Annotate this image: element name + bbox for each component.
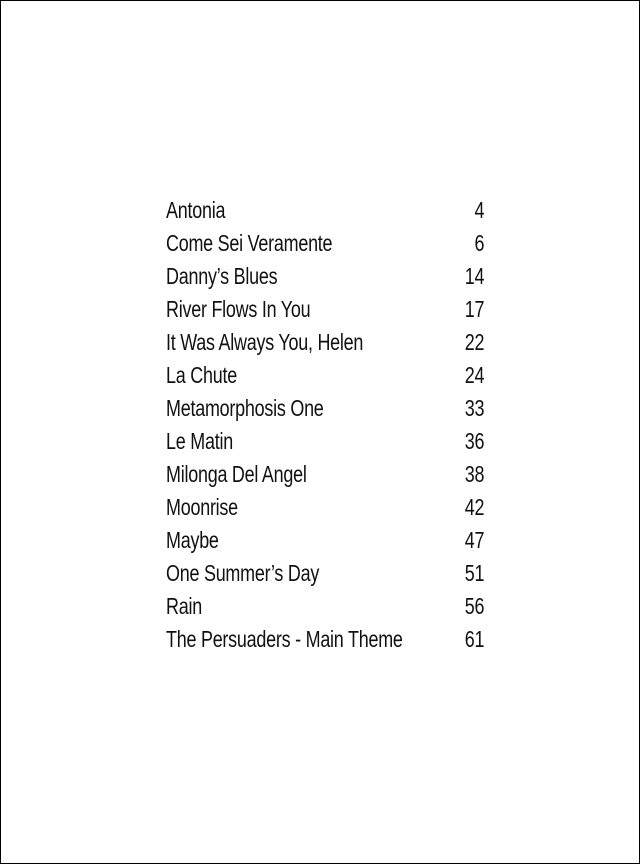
toc-entry: [166, 194, 484, 227]
toc-entry-title: It Was Always You, Helen: [166, 329, 364, 355]
toc-entry-page: 24: [464, 362, 485, 388]
toc-entry-page: 14: [464, 263, 485, 289]
toc-entry-page: 33: [464, 395, 485, 421]
toc-entry-page: 47: [464, 527, 485, 553]
toc-entry-page: 6: [474, 230, 485, 256]
toc-entry-title: Metamorphosis One: [166, 395, 324, 421]
toc-entry-page: 56: [464, 593, 485, 619]
toc-entry-page: 17: [464, 296, 485, 322]
toc-entry: [166, 557, 484, 590]
toc-entry-title: Le Matin: [166, 428, 233, 454]
toc-entry: [166, 425, 484, 458]
toc-entry: [166, 227, 484, 260]
toc-entry: [166, 293, 484, 326]
toc-entry-title: Come Sei Veramente: [166, 230, 333, 256]
toc-entry: [166, 590, 484, 623]
toc-entry-title: Moonrise: [166, 494, 238, 520]
toc-entry-page: 51: [464, 560, 485, 586]
toc-entry-page: 4: [474, 197, 485, 223]
toc-entry: [166, 524, 484, 557]
toc-entry: [166, 260, 484, 293]
toc-entry-page: 61: [464, 626, 485, 652]
toc-entry-title: One Summer’s Day: [166, 560, 320, 586]
toc-entry-title: River Flows In You: [166, 296, 311, 322]
toc-entry-title: The Persuaders - Main Theme: [166, 626, 403, 652]
toc-entry: [166, 458, 484, 491]
toc-entry: [166, 359, 484, 392]
toc-entry-title: Rain: [166, 593, 202, 619]
toc-entry: [166, 623, 484, 656]
toc-entry: [166, 392, 484, 425]
toc-entry-title: Danny’s Blues: [166, 263, 278, 289]
toc-entry-title: Maybe: [166, 527, 219, 553]
toc-entry-title: La Chute: [166, 362, 237, 388]
toc-entry-title: Milonga Del Angel: [166, 461, 307, 487]
toc-entry-title: Antonia: [166, 197, 226, 223]
toc-entry-page: 38: [464, 461, 485, 487]
toc-entry: [166, 491, 484, 524]
toc-entry-page: 36: [464, 428, 485, 454]
toc-entry-page: 22: [464, 329, 485, 355]
table-of-contents: [166, 194, 484, 656]
toc-entry: [166, 326, 484, 359]
toc-entry-page: 42: [464, 494, 485, 520]
